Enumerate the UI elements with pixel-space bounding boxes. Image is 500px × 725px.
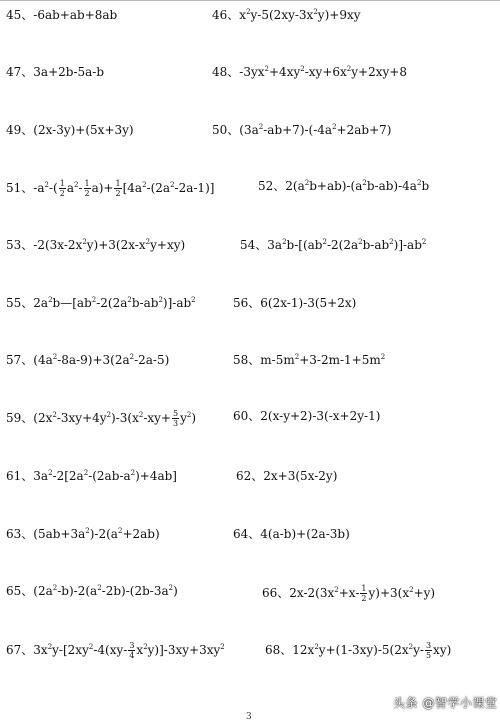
problem-67: 67、$3x^2y-[2xy^2-4(xy-$ $\frac{3}{4}$ $x^2y)]-3xy+3xy^2$	[6, 641, 225, 660]
page-number: 3	[246, 712, 252, 722]
problem-65: 65、$(2a^2-b)-2(a^2-2b)-(2b-3a^2)$	[6, 584, 178, 598]
fraction: $\frac{1}{2}$	[115, 179, 121, 198]
fraction: $\frac{3}{4}$	[129, 641, 135, 660]
problem-64: 64、4(a-b)+(2a-3b)	[233, 527, 350, 541]
top-border	[0, 0, 500, 1]
fraction: $\frac{1}{2}$	[59, 179, 65, 198]
problem-47: 47、3a+2b-5a-b	[6, 65, 105, 79]
problem-68: 68、$12x^2y+(1-3xy)-5(2x^2y-$ $\frac{3}{5}$ xy)	[265, 641, 452, 660]
problem-59: 59、$(2x^2-3xy+4y^2)-3(x^2-xy+$ $\frac{5}{3}$ $y^2$)	[6, 409, 197, 428]
problem-62: 62、2x+3(5x-2y)	[236, 469, 338, 483]
problem-53: 53、$-2(3x-2x^2y)+3(2x-x^2y+xy)$	[6, 238, 186, 252]
fraction: $\frac{3}{5}$	[425, 641, 432, 660]
problem-50: 50、$(3a^2-ab+7)-(-4a^2+2ab+7)$	[212, 123, 392, 137]
problem-66: 66、$2x-2(3x^2+x-$ $\frac{1}{2}$ $y)+3(x^2+y)$	[262, 584, 436, 603]
problem-54: 54、$3a^2b-[(ab^2-2(2a^2b-ab^2)]-ab^2$	[240, 238, 427, 252]
problem-48: 48、$-3yx^2+4xy^2-xy+6x^2y+2xy+8$	[212, 65, 407, 79]
fraction: $\frac{1}{2}$	[84, 179, 90, 198]
problem-60: 60、2(x-y+2)-3(-x+2y-1)	[233, 409, 381, 423]
watermark: 头条 @智学小课堂	[393, 696, 498, 710]
problem-52: 52、$2(a^2b+ab)-(a^2b-ab)-4a^2b$	[258, 179, 430, 193]
fraction: $\frac{5}{3}$	[172, 409, 179, 428]
problem-63: 63、$(5ab+3a^2)-2(a^2+2ab)$	[6, 527, 160, 541]
problem-55: 55、$2a^2b—[ab^2-2(2a^2b-ab^2)]-ab^2$	[6, 296, 196, 310]
problem-56: 56、6(2x-1)-3(5+2x)	[233, 296, 357, 310]
fraction: $\frac{1}{2}$	[361, 584, 367, 603]
problem-46: 46、$x^2y-5(2xy-3x^2y)+9xy$	[212, 8, 361, 22]
problem-49: 49、(2x-3y)+(5x+3y)	[6, 123, 134, 137]
problem-51: 51、$-a^2-$( $\frac{1}{2}$ $a^2-$ $\frac{1}{2}$ a)+ $\frac{1}{2}$ $[4a^2-(2a^2-2a-1)]$	[6, 179, 215, 198]
problem-58: 58、$m-5m^2+3-2m-1+5m^2$	[233, 353, 386, 367]
problem-61: 61、$3a^2-2[2a^2-(2ab-a^2)+4ab]$	[6, 469, 177, 483]
problem-57: 57、$(4a^2-8a-9)+3(2a^2-2a-5)$	[6, 353, 170, 367]
problem-45: 45、-6ab+ab+8ab	[6, 8, 118, 22]
